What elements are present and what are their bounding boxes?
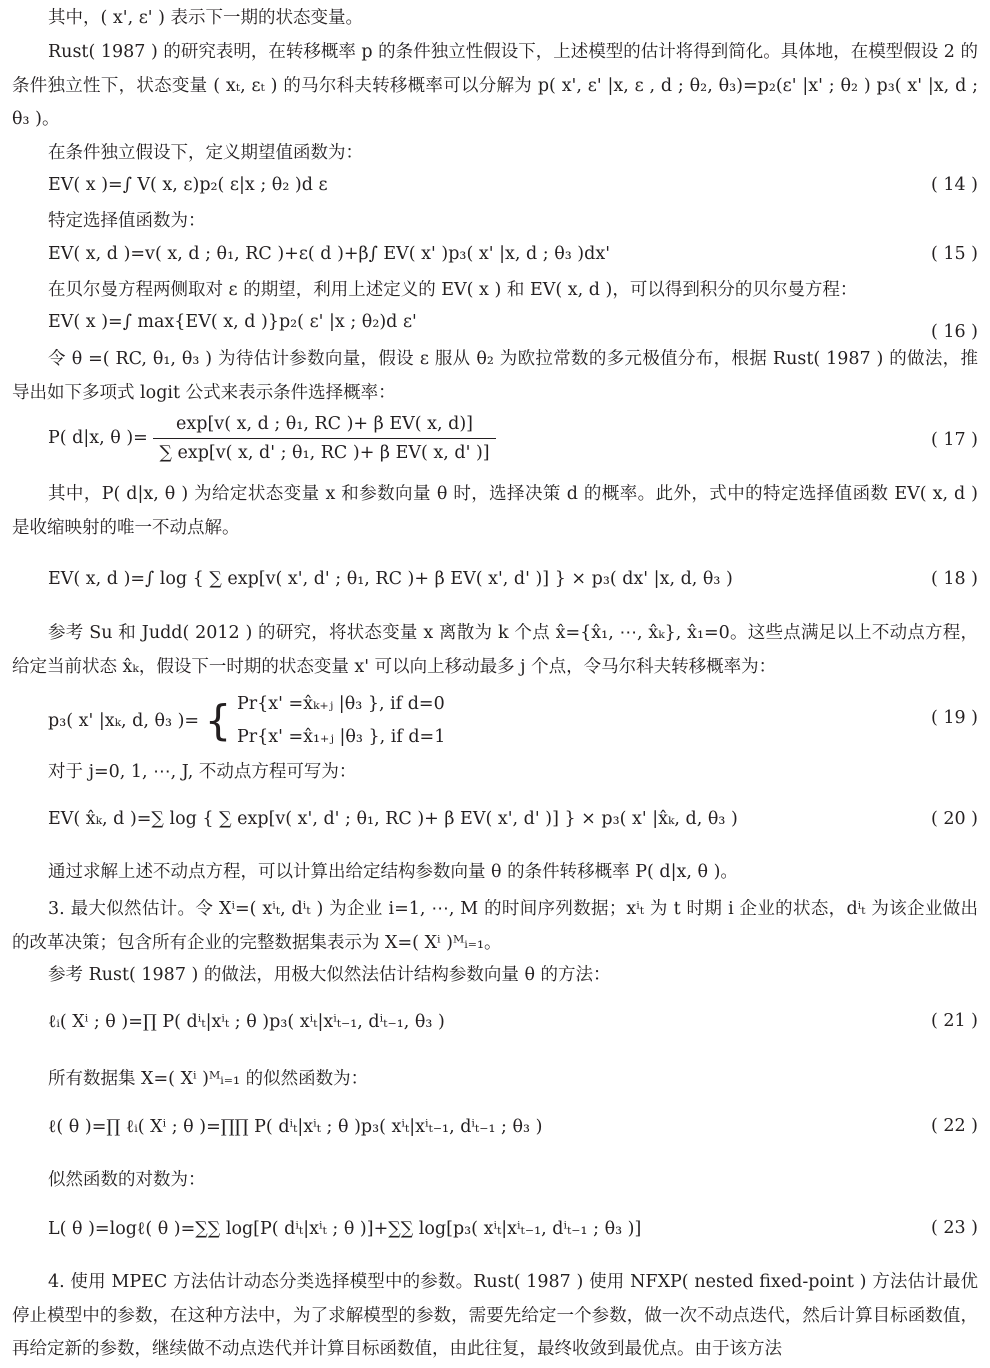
paragraph-mpec — [12, 1266, 978, 1367]
fraction-numerator: exp[v( x, d ; θ₁, RC )+ β EV( x, d)] — [153, 414, 495, 439]
paragraph-state-variable — [12, 2, 978, 36]
equation-20: EV( x̂ₖ, d )=∑ log { ∑ exp[v( x', d' ; θ₁, RC )+ β EV( x', d' )] } × p₃( x' |x̂ₖ, d, θ₃ ) — [48, 809, 738, 829]
text-paragraph: 其中，P( d|x, θ ) 为给定状态变量 x 和参数向量 θ 时，选择决策 d 的概率。此外，式中的特定选择值函数 EV( x, d ) 是收缩映射的唯一不动点解。 — [12, 484, 978, 538]
equation-14: EV( x )=∫ V( x, ε)p₂( ε|x ; θ₂ )d ε — [48, 175, 328, 195]
paragraph-ev-definition — [12, 137, 978, 171]
equation-18: EV( x, d )=∫ log { ∑ exp[v( x', d' ; θ₁, RC )+ β EV( x', d' )] } × p₃( dx' |x, d, θ₃ ) — [48, 569, 733, 589]
equation-19-lhs: p₃( x' |xₖ, d, θ₃ )= — [48, 711, 200, 731]
equation-23: L( θ )=logℓ( θ )=∑∑ log[P( dⁱₜ|xⁱₜ ; θ )]+∑∑ log[p₃( xⁱₜ|xⁱₜ₋₁, dⁱₜ₋₁ ; θ₃ )] — [48, 1219, 642, 1239]
equation-number: ( 17 ) — [930, 430, 978, 450]
paragraph-rust-mle — [12, 959, 978, 993]
equation-17 — [48, 414, 978, 463]
equation-number: ( 21 ) — [930, 1011, 978, 1031]
text-paragraph: 参考 Su 和 Judd( 2012 ) 的研究，将状态变量 x 离散为 k 个点 x̂={x̂₁, ⋯, x̂ₖ}, x̂₁=0。这些点满足以上不动点方程，给定当前状态 x̂ₖ，假设下一时期的状态变量 x' 可以向上移动最多 j 个点，令马尔科夫转移概率为： — [12, 623, 978, 677]
paragraph-choice-probability — [12, 478, 978, 545]
paragraph-likelihood — [12, 1063, 978, 1097]
equation-number: ( 20 ) — [930, 809, 978, 829]
case-1: Pr{x' =x̂ₖ₊ⱼ |θ₃ }, if d=0 — [236, 694, 445, 714]
equation-number: ( 15 ) — [930, 244, 978, 264]
text-line: 在条件独立假设下，定义期望值函数为： — [48, 143, 363, 163]
equation-number: ( 22 ) — [930, 1116, 978, 1136]
text-paragraph: 3. 最大似然估计。令 Xⁱ=( xⁱₜ, dⁱₜ ) 为企业 i=1, ⋯, M 的时间序列数据；xⁱₜ 为 t 时期 i 企业的状态，dⁱₜ 为该企业做出的改革决策；包含所有企业的完整数据集表示为 X=( Xⁱ )ᴹᵢ₌₁。 — [12, 899, 978, 953]
text-line: 似然函数的对数为： — [48, 1170, 206, 1190]
cases — [237, 688, 445, 754]
equation-19 — [48, 688, 978, 754]
text-paragraph: 4. 使用 MPEC 方法估计动态分类选择模型中的参数。Rust( 1987 ) 使用 NFXP( nested fixed-point ) 方法估计最优停止模型中的参数，在这种方法中，为了求解模型的参数，需要先给定一个参数，做一次不动点迭代，然后计算目标函数值，再给定新的参数，继续做不动点迭代并计算目标函数值，由此往复，最终收敛到最优点。由于该方法 — [12, 1272, 978, 1359]
paragraph-fixed-point-j — [12, 756, 978, 790]
text-paragraph: Rust( 1987 ) 的研究表明，在转移概率 p 的条件独立性假设下，上述模型的估计将得到简化。具体地，在模型假设 2 的条件独立性下，状态变量 ( xₜ, εₜ ) 的马尔科夫转移概率可以分解为 p( x', ε' |x, ε , d ; θ₂, θ₃)=p₂(ε' |x' ; θ₂ ) p₃( x' |x, d ; θ₃ )。 — [12, 42, 978, 129]
text-line: 通过求解上述不动点方程，可以计算出给定结构参数向量 θ 的条件转移概率 P( d|x, θ )。 — [48, 862, 738, 882]
text-line: 对于 j=0, 1, ⋯, J, 不动点方程可写为： — [48, 762, 357, 782]
text-paragraph: 令 θ =( RC, θ₁, θ₃ ) 为待估计参数向量，假设 ε 服从 θ₂ 为欧拉常数的多元极值分布，根据 Rust( 1987 ) 的做法，推导出如下多项式 logit 公式来表示条件选择概率： — [12, 349, 978, 403]
text-line: 其中，( x', ε' ) 表示下一期的状态变量。 — [48, 8, 364, 28]
paragraph-bellman-expectation — [12, 274, 978, 308]
paragraph-log-likelihood — [12, 1164, 978, 1198]
equation-22: ℓ( θ )=∏ ℓᵢ( Xⁱ ; θ )=∏∏ P( dⁱₜ|xⁱₜ ; θ )p₃( xⁱₜ|xⁱₜ₋₁, dⁱₜ₋₁ ; θ₃ ) — [48, 1117, 543, 1137]
equation-15: EV( x, d )=v( x, d ; θ₁, RC )+ε( d )+β∫ EV( x' )p₃( x' |x, d ; θ₃ )dx' — [48, 244, 611, 264]
text-line: 在贝尔曼方程两侧取对 ε 的期望，利用上述定义的 EV( x ) 和 EV( x, d )，可以得到积分的贝尔曼方程： — [48, 280, 858, 300]
fraction-denominator: ∑ exp[v( x, d' ; θ₁, RC )+ β EV( x, d' )] — [159, 443, 490, 463]
text-line: 参考 Rust( 1987 ) 的做法，用极大似然法估计结构参数向量 θ 的方法： — [48, 965, 611, 985]
equation-number: ( 18 ) — [930, 569, 978, 589]
case-2: Pr{x' =x̂₁₊ⱼ |θ₃ }, if d=1 — [236, 727, 446, 747]
equation-number: ( 23 ) — [930, 1218, 978, 1238]
paragraph-rust-simplification — [12, 36, 978, 137]
equation-16: EV( x )=∫ max{EV( x, d )}p₂( ε' |x ; θ₂)d ε' — [48, 312, 417, 332]
paragraph-solve-fixed-point — [12, 856, 978, 890]
equation-number: ( 14 ) — [930, 175, 978, 195]
left-brace: { — [204, 696, 232, 745]
equation-21: ℓᵢ( Xⁱ ; θ )=∏ P( dⁱₜ|xⁱₜ ; θ )p₃( xⁱₜ|xⁱₜ₋₁, dⁱₜ₋₁, θ₃ ) — [48, 1012, 445, 1032]
fraction — [153, 414, 495, 463]
paragraph-discretization — [12, 617, 978, 684]
paragraph-mle — [12, 893, 978, 960]
paragraph-theta-definition — [12, 343, 978, 410]
equation-number: ( 19 ) — [930, 708, 978, 728]
text-line: 所有数据集 X=( Xⁱ )ᴹᵢ₌₁ 的似然函数为： — [48, 1069, 369, 1089]
text-line: 特定选择值函数为： — [48, 211, 206, 231]
equation-17-lhs: P( d|x, θ )= — [48, 428, 148, 448]
equation-number: ( 16 ) — [930, 322, 978, 342]
paragraph-specific-choice — [12, 205, 978, 239]
